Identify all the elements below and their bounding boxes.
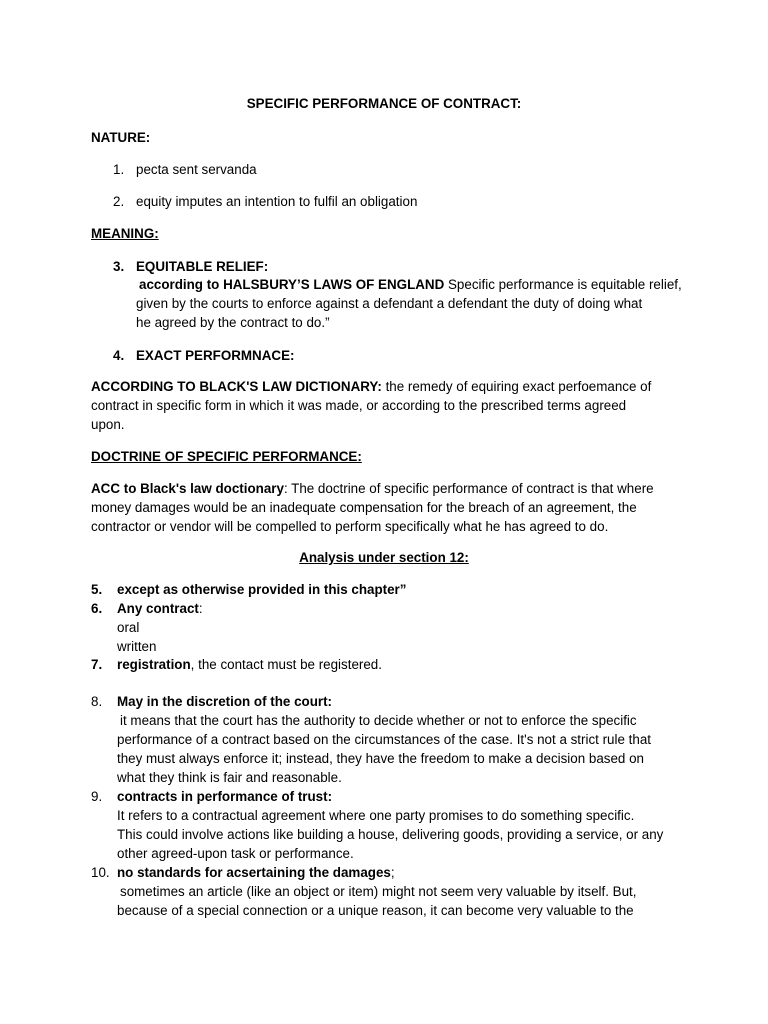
page-title: SPECIFIC PERFORMANCE OF CONTRACT:: [246, 96, 522, 111]
registration-title: registration: [117, 657, 191, 672]
doctrine-text: : The doctrine of specific performance of contract is that where: [283, 481, 654, 496]
colon: :: [198, 601, 203, 616]
list-number: 2.: [113, 194, 125, 209]
list-number: 9.: [91, 789, 103, 804]
nature-heading: NATURE:: [91, 130, 151, 145]
list-number: 8.: [91, 694, 103, 709]
registration-text: , the contact must be registered.: [190, 657, 382, 672]
list-number: 6.: [91, 601, 103, 616]
paragraph-line: [91, 377, 651, 396]
list-number: 1.: [113, 162, 125, 177]
doctrine-lead: ACC to Black's law doctionary: [91, 481, 284, 496]
paragraph-line: [91, 479, 654, 498]
halsbury-lead: according to HALSBURY’S LAWS OF ENGLAND: [139, 277, 445, 292]
list-number: 5.: [91, 582, 103, 597]
list-item: [117, 863, 395, 882]
paragraph-line: he agreed by the contract to do.”: [136, 315, 330, 330]
sub-item: oral: [117, 620, 140, 635]
exact-performance-title: EXACT PERFORMNACE:: [136, 348, 295, 363]
trust-title: contracts in performance of trust:: [117, 789, 333, 804]
analysis-heading: Analysis under section 12:: [299, 550, 469, 565]
paragraph-line: they must always enforce it; instead, they have the freedom to make a decision based on: [117, 751, 644, 766]
list-item: pecta sent servanda: [136, 162, 257, 177]
paragraph-line: because of a special connection or a unique reason, it can become very valuable to the: [117, 903, 634, 918]
paragraph-line: performance of a contract based on the circumstances of the case. It's not a strict rule that: [117, 732, 651, 747]
paragraph-line: This could involve actions like building a house, delivering goods, providing a service, or any: [117, 827, 664, 842]
blacks-text: the remedy of equiring exact perfoemance of: [385, 379, 652, 394]
discretion-title: May in the discretion of the court:: [117, 694, 333, 709]
list-number: 7.: [91, 657, 103, 672]
halsbury-text: Specific performance is equitable relief,: [448, 277, 682, 292]
paragraph-line: sometimes an article (like an object or item) might not seem very valuable by itself. But,: [120, 884, 637, 899]
any-contract-title: Any contract: [117, 601, 199, 616]
blacks-lead: ACCORDING TO BLACK'S LAW DICTIONARY:: [91, 379, 382, 394]
paragraph-line: given by the courts to enforce against a defendant a defendant the duty of doing what: [136, 296, 643, 311]
halsbury-line: [139, 275, 682, 294]
equitable-relief-title: EQUITABLE RELIEF:: [136, 259, 269, 274]
paragraph-line: other agreed-upon task or performance.: [117, 846, 354, 861]
list-number: 4.: [113, 348, 125, 363]
paragraph-line: upon.: [91, 417, 125, 432]
list-item: [117, 655, 382, 674]
paragraph-line: It refers to a contractual agreement where one party promises to do something specific.: [117, 808, 635, 823]
damages-title: no standards for acsertaining the damages: [117, 865, 391, 880]
paragraph-line: money damages would be an inadequate compensation for the breach of an agreement, the: [91, 500, 637, 515]
list-number: 3.: [113, 259, 125, 274]
paragraph-line: what they think is fair and reasonable.: [117, 770, 342, 785]
semicolon: ;: [390, 865, 395, 880]
list-number: 10.: [91, 865, 110, 880]
meaning-heading: MEANING:: [91, 226, 159, 241]
list-item: except as otherwise provided in this chapter”: [117, 582, 407, 597]
paragraph-line: contractor or vendor will be compelled to perform specifically what he has agreed to do.: [91, 519, 609, 534]
paragraph-line: contract in specific form in which it was made, or according to the prescribed terms agreed: [91, 398, 627, 413]
list-item: equity imputes an intention to fulfil an obligation: [136, 194, 418, 209]
paragraph-line: it means that the court has the authority to decide whether or not to enforce the specific: [120, 713, 637, 728]
sub-item: written: [117, 639, 157, 654]
doctrine-heading: DOCTRINE OF SPECIFIC PERFORMANCE:: [91, 449, 362, 464]
list-item: [117, 599, 203, 618]
